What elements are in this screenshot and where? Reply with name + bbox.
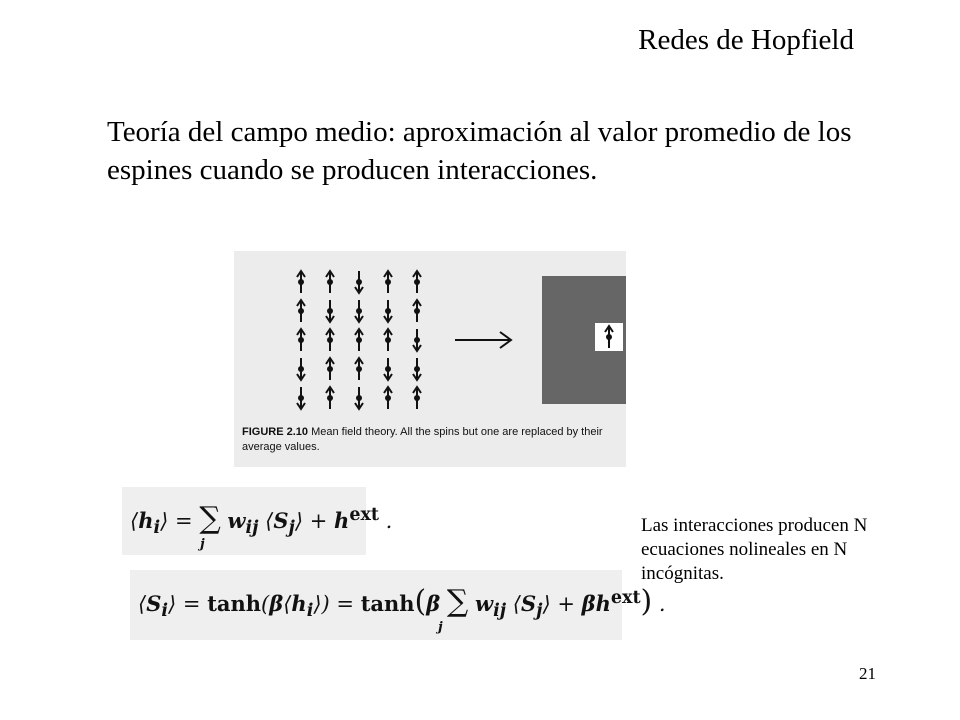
spin-lattice-diagram	[234, 251, 626, 421]
figure-caption	[242, 425, 620, 455]
spin-down-icon	[355, 300, 363, 322]
spin-up-icon	[355, 329, 363, 351]
figure-caption-label: FIGURE 2.10	[242, 426, 309, 438]
mean-spin-equation-body: $⟨S_i⟩$ = $\tanh(\beta⟨h_i⟩) = \tanh(\beta$ ∑ $w_{ij}$ $⟨S_j⟩ + \beta h^{ext}$) .	[138, 584, 666, 622]
spin-down-icon	[326, 300, 334, 322]
spin-down-icon	[413, 358, 421, 380]
spin-down-icon	[384, 300, 392, 322]
spin-down-icon	[355, 387, 363, 409]
arrow-right-icon	[455, 332, 511, 348]
spin-up-icon	[326, 271, 334, 293]
spin-down-icon	[413, 329, 421, 351]
spin-down-icon	[355, 271, 363, 293]
spin-down-icon	[297, 358, 305, 380]
spin-up-icon	[384, 387, 392, 409]
slide-title: Redes de Hopfield	[638, 24, 854, 56]
figure-caption-text: Mean field theory. All the spins but one are replaced by their average values.	[242, 426, 603, 453]
intro-text: Teoría del campo medio: aproximación al valor promedio de los espines cuando se producen interacciones.	[107, 116, 852, 186]
spin-up-icon	[297, 271, 305, 293]
side-note: Las interacciones producen N ecuaciones nolineales en N incógnitas.	[641, 515, 868, 584]
spin-up-icon	[326, 387, 334, 409]
spin-up-icon	[355, 358, 363, 380]
spin-up-icon	[413, 300, 421, 322]
local-field-equation: $⟨h_i⟩$ = ∑ $w_{ij}$ $⟨S_j⟩ + h^{ext}$ . j	[122, 487, 366, 555]
spin-up-icon	[413, 271, 421, 293]
mean-spin-equation: $⟨S_i⟩$ = $\tanh(\beta⟨h_i⟩) = \tanh(\beta$ ∑ $w_{ij}$ $⟨S_j⟩ + \beta h^{ext}$) . j	[130, 570, 622, 640]
spin-up-icon	[384, 271, 392, 293]
spin-up-icon	[384, 329, 392, 351]
local-field-equation-body: $⟨h_i⟩$ = ∑ $w_{ij}$ $⟨S_j⟩ + h^{ext}$ .	[130, 501, 393, 539]
spin-up-icon	[413, 387, 421, 409]
spin-down-icon	[384, 358, 392, 380]
spin-up-icon	[326, 358, 334, 380]
mean-field-figure	[234, 251, 626, 467]
spin-up-icon	[297, 300, 305, 322]
spin-up-icon	[297, 329, 305, 351]
spin-up-icon	[326, 329, 334, 351]
page-number: 21	[859, 664, 876, 683]
spin-down-icon	[297, 387, 305, 409]
